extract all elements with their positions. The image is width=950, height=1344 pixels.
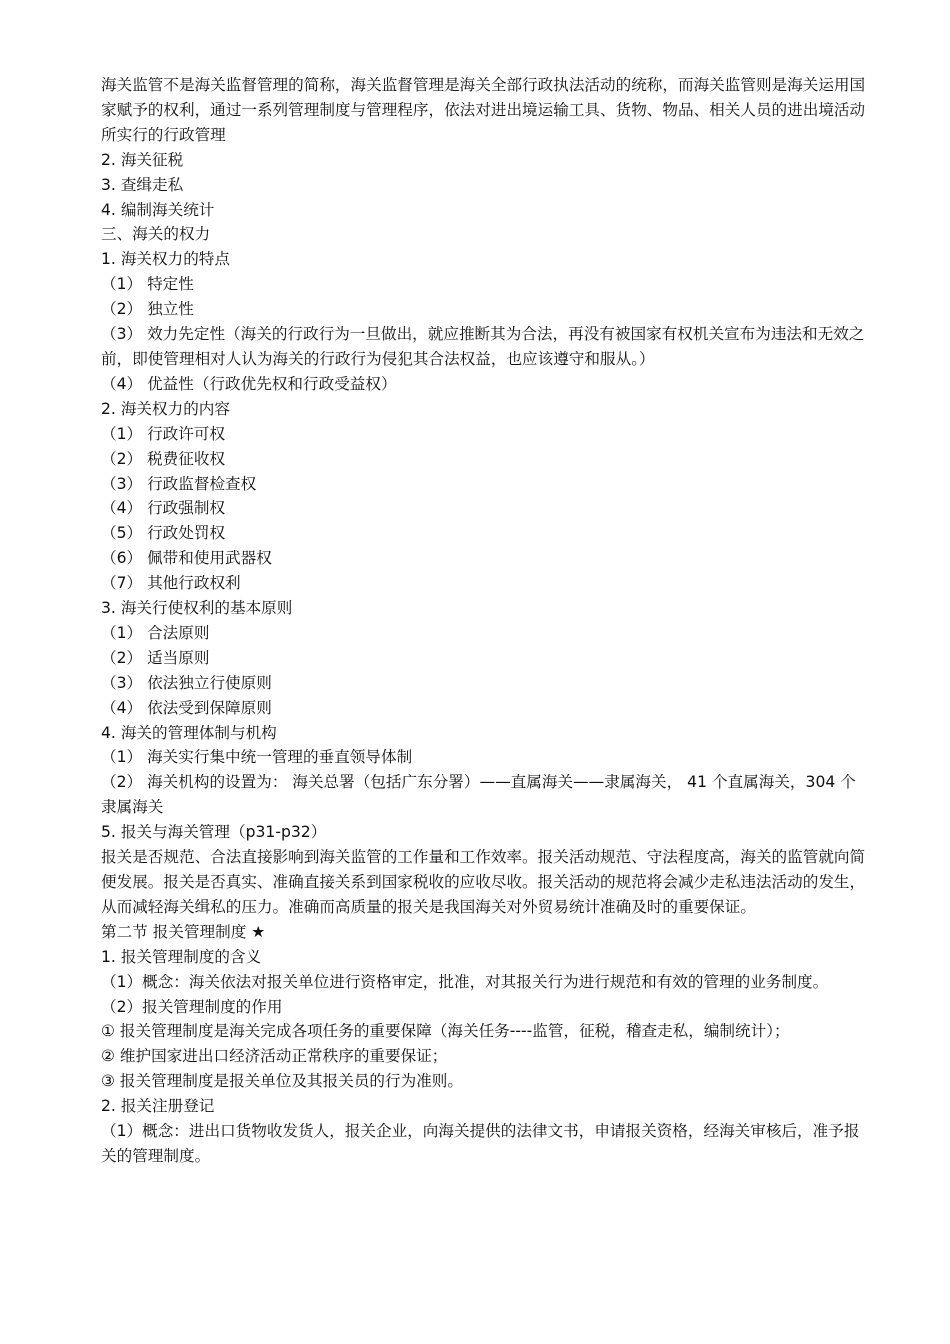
subheading-basic-principles: 3. 海关行使权利的基本原则 [101,599,293,618]
list-item: （4） 行政强制权 [101,499,226,518]
list-item: （1）概念：进出口货物收发货人，报关企业，向海关提供的法律文书，申请报关资格，经海关审核后，准予报关的管理制度。 [101,1122,860,1165]
list-item: ① 报关管理制度是海关完成各项任务的重要保障（海关任务----监管，征税，稽查走私，编制统计）； [101,1022,790,1041]
list-item: （1） 合法原则 [101,623,210,642]
item-customs-statistics: 4. 编制海关统计 [101,200,215,219]
subheading-power-features: 1. 海关权力的特点 [101,250,230,269]
list-item: （3） 行政监督检查权 [101,474,257,493]
subheading-power-content: 2. 海关权力的内容 [101,399,230,418]
list-item: （3） 依法独立行使原则 [101,673,272,692]
list-item: ② 维护国家进出口经济活动正常秩序的重要保证； [101,1047,448,1066]
list-item: ③ 报关管理制度是报关单位及其报关员的行为准则。 [101,1072,463,1091]
list-item: （6） 佩带和使用武器权 [101,549,272,568]
item-anti-smuggling: 3. 查缉走私 [101,175,184,194]
list-item: （3） 效力先定性（海关的行政行为一旦做出，就应推断其为合法，再没有被国家有权机关宣布为违法和无效之前，即使管理相对人认为海关的行政行为侵犯其合法权益，也应该遵守和服从。） [101,325,865,368]
list-item: （2） 适当原则 [101,648,210,667]
subheading-registration: 2. 报关注册登记 [101,1097,215,1116]
document-body [101,73,867,1169]
paragraph-intro: 海关监管不是海关监督管理的简称，海关监督管理是海关全部行政执法活动的统称，而海关监管则是海关运用国家赋予的权利，通过一系列管理制度与管理程序，依法对进出境运输工具、货物、物品、相关人员的进出境活动所实行的行政管理 [101,76,866,144]
list-item: （7） 其他行政权利 [101,574,241,593]
list-item: （1） 特定性 [101,275,194,294]
subheading-system-meaning: 1. 报关管理制度的含义 [101,947,262,966]
list-item: （2） 独立性 [101,300,194,319]
list-item: （2） 税费征收权 [101,449,226,468]
list-item: （1） 海关实行集中统一管理的垂直领导体制 [101,748,413,767]
subheading-declaration-and-management: 5. 报关与海关管理（p31-p32） [101,823,327,842]
list-item: （1） 行政许可权 [101,424,226,443]
item-customs-taxation: 2. 海关征税 [101,150,184,169]
list-item: （4） 优益性（行政优先权和行政受益权） [101,374,397,393]
list-item: （1）概念：海关依法对报关单位进行资格审定，批准，对其报关行为进行规范和有效的管理的业务制度。 [101,972,829,991]
list-item: （2） 海关机构的设置为： 海关总署（包括广东分署）——直属海关——隶属海关， 41 个直属海关，304 个隶属海关 [101,773,856,817]
section-heading: 第二节 报关管理制度 ★ [101,922,266,941]
list-item: （2）报关管理制度的作用 [101,997,283,1016]
list-item: （5） 行政处罚权 [101,524,226,543]
subheading-management-system: 4. 海关的管理体制与机构 [101,723,277,742]
list-item: （4） 依法受到保障原则 [101,698,272,717]
heading-customs-powers: 三、海关的权力 [101,225,211,244]
paragraph-declaration: 报关是否规范、合法直接影响到海关监管的工作量和工作效率。报关活动规范、守法程度高，海关的监管就向简便发展。报关是否真实、准确直接关系到国家税收的应收尽收。报关活动的规范将会减少走私违法活动的发生，从而减轻海关缉私的压力。准确而高质量的报关是我国海关对外贸易统计准确及时的重要保证。 [101,848,866,916]
